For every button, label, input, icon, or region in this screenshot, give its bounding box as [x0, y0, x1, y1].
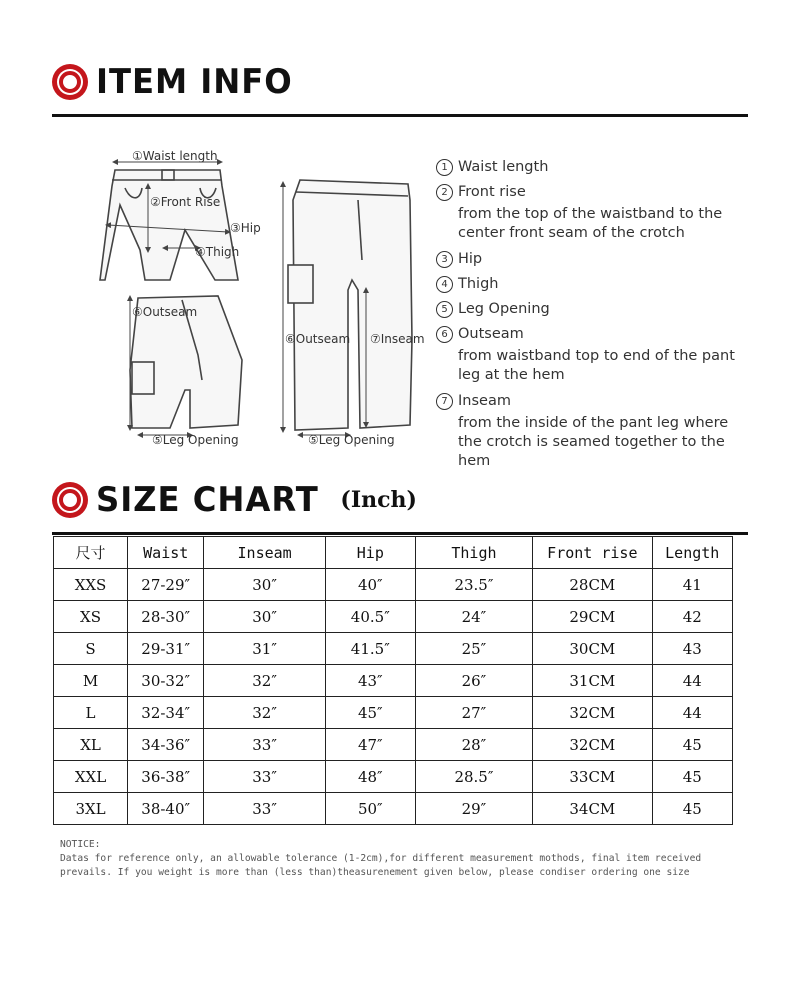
table-cell: 27″ [415, 697, 532, 729]
table-cell: 29CM [533, 601, 652, 633]
table-cell: 32″ [204, 697, 326, 729]
table-cell: 32CM [533, 697, 652, 729]
legend-number-icon: 7 [436, 393, 453, 410]
table-cell: M [54, 665, 128, 697]
table-cell: 30″ [204, 569, 326, 601]
notice-line-2: prevails. If you weight is more than (less than)theasurenement given below, please condiser ordering one size [60, 867, 690, 878]
size-chart-header [52, 480, 748, 535]
table-cell: 32″ [204, 665, 326, 697]
table-cell: 44 [652, 697, 732, 729]
legend-item [436, 300, 756, 319]
column-header: Hip [325, 537, 415, 569]
legend-label: Inseam [458, 393, 511, 410]
table-row [54, 569, 733, 601]
table-cell: L [54, 697, 128, 729]
table-cell: XXS [54, 569, 128, 601]
notice-heading: NOTICE: [60, 839, 101, 850]
target-bullet-icon [52, 64, 88, 100]
table-cell: 41 [652, 569, 732, 601]
table-cell: 32-34″ [128, 697, 204, 729]
table-cell: 28.5″ [415, 761, 532, 793]
legend-item [436, 325, 756, 344]
table-row [54, 601, 733, 633]
shorts-hip-label: ③Hip [230, 221, 261, 235]
column-header: 尺寸 [54, 537, 128, 569]
column-header: Length [652, 537, 732, 569]
legend-number-icon: 2 [436, 184, 453, 201]
notice-line-1: Datas for reference only, an allowable tolerance (1-2cm),for different measurement mothods, final item received [60, 853, 702, 864]
table-cell: 43 [652, 633, 732, 665]
size-chart-unit: (Inch) [340, 487, 417, 513]
legend-number-icon: 4 [436, 276, 453, 293]
size-table [53, 536, 733, 825]
table-cell: 48″ [325, 761, 415, 793]
table-cell: 41.5″ [325, 633, 415, 665]
table-row [54, 729, 733, 761]
legend-label: Leg Opening [458, 301, 550, 318]
table-cell: 30CM [533, 633, 652, 665]
table-header-row [54, 537, 733, 569]
table-cell: 34CM [533, 793, 652, 825]
legend-item [436, 158, 756, 177]
table-row [54, 793, 733, 825]
table-cell: XS [54, 601, 128, 633]
legend-label: Outseam [458, 325, 524, 342]
table-cell: 24″ [415, 601, 532, 633]
table-row [54, 665, 733, 697]
table-cell: 30″ [204, 601, 326, 633]
table-cell: 31CM [533, 665, 652, 697]
table-cell: 40″ [325, 569, 415, 601]
legend-item [436, 250, 756, 269]
column-header: Thigh [415, 537, 532, 569]
shorts-waist-label: ①Waist length [132, 149, 218, 163]
legend-description: from the inside of the pant leg where the crotch is seamed together to the hem [458, 415, 729, 469]
table-cell: 36-38″ [128, 761, 204, 793]
table-cell: S [54, 633, 128, 665]
table-cell: 44 [652, 665, 732, 697]
legend-number-icon: 6 [436, 326, 453, 343]
pants-inseam-label: ⑦Inseam [370, 332, 425, 346]
table-cell: 33″ [204, 761, 326, 793]
table-cell: 31″ [204, 633, 326, 665]
legend-label: Waist length [458, 159, 549, 175]
shorts-leg-opening-label: ⑤Leg Opening [152, 433, 239, 447]
table-cell: 28″ [415, 729, 532, 761]
table-cell: 45 [652, 793, 732, 825]
table-cell: 32CM [533, 729, 652, 761]
legend-number-icon: 1 [436, 159, 453, 176]
legend-label: Front rise [458, 183, 526, 200]
pants-outseam-label: ⑥Outseam [285, 332, 351, 346]
shorts-front-rise-label: ②Front Rise [150, 195, 221, 209]
table-cell: XL [54, 729, 128, 761]
table-cell: 33″ [204, 729, 326, 761]
table-body [54, 569, 733, 825]
table-cell: 34-36″ [128, 729, 204, 761]
pants-leg-opening-label: ⑤Leg Opening [308, 433, 395, 447]
legend-item [436, 392, 756, 411]
table-cell: 33″ [204, 793, 326, 825]
legend-item [436, 183, 756, 202]
legend-label: Hip [458, 251, 483, 268]
shorts-front-drawing [100, 170, 238, 280]
measurement-diagram [90, 140, 440, 460]
table-row [54, 697, 733, 729]
table-cell: 28-30″ [128, 601, 204, 633]
shorts-thigh-label: ④Thigh [195, 245, 240, 259]
column-header: Front rise [533, 537, 652, 569]
legend-label: Thigh [458, 276, 499, 293]
table-cell: 38-40″ [128, 793, 204, 825]
table-cell: 43″ [325, 665, 415, 697]
pants-drawing [288, 180, 412, 430]
legend-number-icon: 3 [436, 251, 453, 268]
table-cell: 30-32″ [128, 665, 204, 697]
table-cell: 29″ [415, 793, 532, 825]
column-header: Inseam [204, 537, 326, 569]
divider [52, 114, 748, 117]
table-cell: 27-29″ [128, 569, 204, 601]
measurement-legend [436, 158, 756, 479]
table-cell: 26″ [415, 665, 532, 697]
table-cell: 45″ [325, 697, 415, 729]
table-row [54, 761, 733, 793]
table-cell: 29-31″ [128, 633, 204, 665]
divider [52, 532, 748, 535]
item-info-title: ITEM INFO [96, 62, 293, 102]
table-cell: 25″ [415, 633, 532, 665]
target-bullet-icon [52, 482, 88, 518]
notice [60, 838, 750, 880]
column-header: Waist [128, 537, 204, 569]
table-cell: 23.5″ [415, 569, 532, 601]
table-cell: 40.5″ [325, 601, 415, 633]
legend-description: from the top of the waistband to the center front seam of the crotch [458, 205, 723, 241]
table-cell: 33CM [533, 761, 652, 793]
table-cell: 3XL [54, 793, 128, 825]
table-cell: 45 [652, 761, 732, 793]
table-cell: 42 [652, 601, 732, 633]
table-cell: 47″ [325, 729, 415, 761]
legend-item [436, 275, 756, 294]
table-cell: 45 [652, 729, 732, 761]
size-chart-title: SIZE CHART [96, 480, 319, 520]
table-cell: XXL [54, 761, 128, 793]
item-info-header [52, 62, 748, 117]
shorts-outseam-label: ⑥Outseam [132, 305, 198, 319]
table-row [54, 633, 733, 665]
table-cell: 28CM [533, 569, 652, 601]
legend-description: from waistband top to end of the pant leg at the hem [458, 347, 735, 383]
table-cell: 50″ [325, 793, 415, 825]
legend-number-icon: 5 [436, 301, 453, 318]
